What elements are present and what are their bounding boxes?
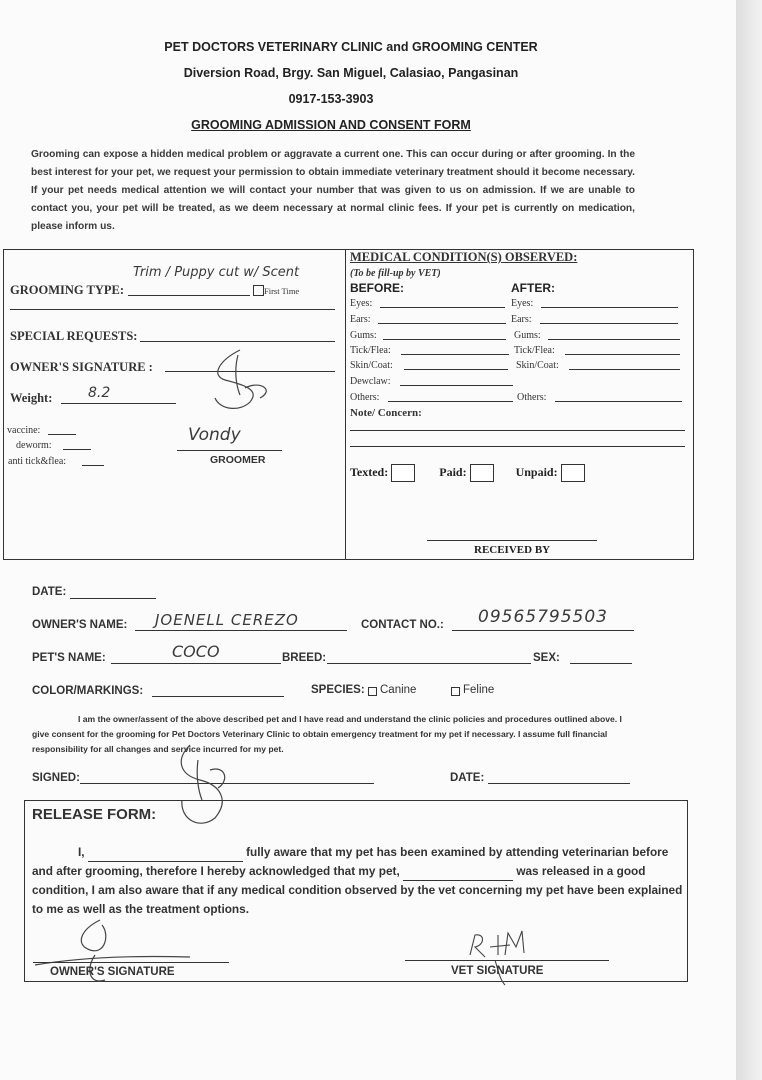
after-skin-line [569, 369, 680, 370]
note-label: Note/ Concern: [350, 407, 422, 419]
owner-name-label: OWNER'S NAME: [32, 619, 128, 631]
after-label: AFTER: [511, 281, 555, 295]
first-time-checkbox[interactable] [253, 285, 264, 296]
grooming-type-value: Trim / Puppy cut w/ Scent [133, 265, 300, 280]
texted-field [350, 464, 585, 482]
antitick-label: anti tick&flea: [8, 456, 67, 467]
contact-value: 09565795503 [478, 607, 608, 627]
before-eyes-line [380, 307, 505, 308]
feline-checkbox[interactable] [451, 687, 460, 696]
vaccine-line [48, 434, 76, 435]
vaccine-label: vaccine: [7, 425, 41, 436]
paid-label: Paid: [439, 464, 467, 479]
canine-label: Canine [380, 684, 417, 696]
after-ears: Ears: [511, 314, 532, 325]
after-others-line [555, 401, 682, 402]
sex-label: SEX: [533, 652, 560, 664]
weight-value: 8.2 [88, 385, 111, 401]
unpaid-checkbox[interactable] [561, 464, 585, 482]
after-others: Others: [517, 392, 547, 403]
signed-date-label: DATE: [450, 772, 485, 784]
species-label: SPECIES: [311, 684, 365, 696]
signed-date-line [488, 783, 630, 784]
before-label: BEFORE: [350, 281, 404, 295]
owner-signature-mark [200, 340, 300, 420]
groomer-line [177, 450, 282, 451]
color-label: COLOR/MARKINGS: [32, 685, 144, 697]
after-eyes: Eyes: [511, 298, 534, 309]
color-line [152, 696, 284, 697]
received-by-line [427, 540, 597, 541]
paid-checkbox[interactable] [470, 464, 494, 482]
texted-checkbox[interactable] [391, 464, 415, 482]
release-middle: fully aware that my pet has been examined by attending veterinarian before and after grooming, therefore I hereby acknowledged that my pet, [32, 845, 669, 878]
antitick-line [82, 465, 104, 466]
vet-sig-line [405, 960, 609, 961]
received-by-label: RECEIVED BY [474, 544, 551, 556]
after-skin: Skin/Coat: [516, 360, 559, 371]
form-title: GROOMING ADMISSION AND CONSENT FORM [191, 118, 471, 132]
sex-line [570, 663, 632, 664]
release-i: I, [78, 845, 85, 859]
before-gums-line [383, 339, 506, 340]
note-line-1 [350, 430, 685, 431]
clinic-name: PET DOCTORS VETERINARY CLINIC and GROOMING CENTER [164, 40, 538, 54]
pet-name-value: COCO [172, 642, 220, 661]
before-ears-line [378, 323, 506, 324]
signed-label: SIGNED: [32, 772, 80, 784]
before-dewclaw-line [400, 385, 513, 386]
after-tick: Tick/Flea: [514, 345, 555, 356]
pet-name-label: PET'S NAME: [32, 652, 106, 664]
medical-title: MEDICAL CONDITION(S) OBSERVED: [350, 250, 578, 264]
special-requests-label: SPECIAL REQUESTS: [10, 329, 138, 343]
before-ears: Ears: [350, 314, 371, 325]
note-line-2 [350, 446, 685, 447]
before-others: Others: [350, 392, 380, 403]
before-skin: Skin/Coat: [350, 360, 393, 371]
clinic-phone: 0917-153-3903 [288, 92, 374, 106]
grooming-type-line [128, 295, 250, 296]
after-ears-line [540, 323, 678, 324]
feline-label: Feline [463, 684, 495, 696]
deworm-label: deworm: [16, 440, 52, 451]
groomer-value: Vondy [188, 425, 241, 445]
canine-checkbox[interactable] [368, 687, 377, 696]
consent-text: I am the owner/assent of the above described pet and I have read and understand the clinic policies and procedures outlined above. I give consent for the grooming for Pet Doctors Veterinary Clinic to obtain emergency treatment for my pet if necessary. I assume full financial responsibility for all changes and service incurred for my pet. [32, 714, 622, 754]
breed-line [327, 663, 531, 664]
before-others-line [388, 401, 513, 402]
deworm-line [63, 449, 91, 450]
after-tick-line [565, 354, 680, 355]
release-paragraph [32, 843, 684, 919]
pet-name-line [111, 663, 281, 664]
breed-label: BREED: [282, 652, 327, 664]
date-line [70, 598, 156, 599]
contact-label: CONTACT NO.: [361, 619, 444, 631]
before-eyes: Eyes: [350, 298, 373, 309]
groomer-label: GROOMER [210, 454, 266, 466]
contact-line [452, 630, 634, 631]
owner-sig-label: OWNER'S SIGNATURE [50, 966, 175, 978]
release-pet-line [403, 880, 513, 881]
page-edge-shadow [736, 0, 762, 1080]
release-end: was released in a good condition, I am also aware that if any medical condition observed by the vet concerning my pet have been explained to me as well as the treatment options. [32, 864, 683, 916]
intro-paragraph: Grooming can expose a hidden medical problem or aggravate a current one. This can occur during or after grooming. In the best interest for your pet, we request your permission to obtain immediate veterinary treatment should it become necessary. If your pet needs medical attention we will contact your number that was given to us on admission. If we are unable to contact you, your pet will be treated, as we deem necessary at normal clinic fees. If your pet is currently on medication, please inform us. [31, 149, 635, 232]
first-time-label: First Time [264, 286, 300, 296]
date-label: DATE: [32, 586, 67, 598]
grooming-type-line-2 [10, 309, 335, 310]
owner-name-value: JOENELL CEREZO [155, 611, 299, 629]
owner-name-line [135, 630, 347, 631]
grooming-type-label: GROOMING TYPE: [10, 283, 125, 297]
weight-line [61, 403, 176, 404]
before-gums: Gums: [350, 330, 377, 341]
unpaid-label: Unpaid: [515, 464, 558, 479]
medical-subtitle: (To be fill-up by VET) [350, 268, 441, 279]
before-tick: Tick/Flea: [350, 345, 391, 356]
after-eyes-line [541, 307, 678, 308]
after-gums-line [548, 339, 680, 340]
box-divider [345, 249, 346, 559]
texted-label: Texted: [350, 464, 389, 479]
clinic-address: Diversion Road, Brgy. San Miguel, Calasiao, Pangasinan [183, 66, 519, 80]
before-dewclaw: Dewclaw: [350, 376, 391, 387]
release-name-line [88, 861, 243, 862]
release-title: RELEASE FORM: [32, 806, 157, 823]
weight-label: Weight: [10, 391, 53, 405]
owner-signature-label: OWNER'S SIGNATURE : [10, 360, 153, 374]
vet-sig-label: VET SIGNATURE [451, 965, 544, 977]
before-tick-line [401, 354, 509, 355]
after-gums: Gums: [514, 330, 541, 341]
before-skin-line [404, 369, 508, 370]
owner-sig-line [33, 962, 229, 963]
